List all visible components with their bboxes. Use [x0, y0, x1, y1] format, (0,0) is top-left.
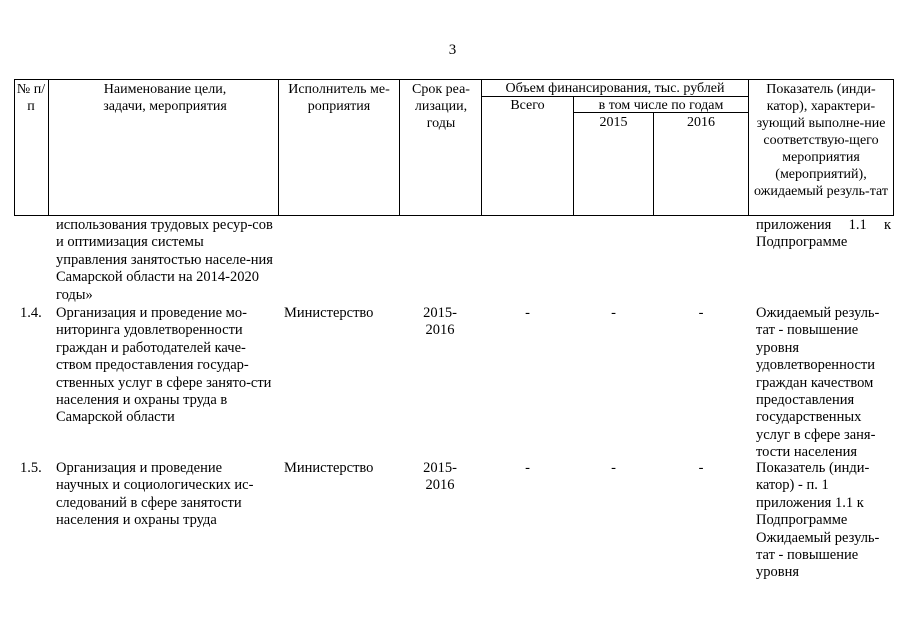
header-name: Наименование цели, задачи, мероприятия [103, 82, 227, 114]
row-executor: Министерство [284, 460, 374, 476]
header-2015: 2015 [599, 115, 628, 130]
row-number: 1.4. [20, 305, 42, 321]
header-total: Всего [510, 98, 545, 113]
row-name: Организация и проведение научных и социологических ис-следований в сфере занятости населения и охраны труда [56, 460, 254, 529]
header-indicator: Показатель (инди-катор), характери-зующий выполне-ние соответствую-щего мероприятия (мероприятий), ожидаемый резуль-тат [754, 82, 888, 199]
row-term: 2015-2016 [423, 305, 457, 339]
row-indicator: Показатель (инди-катор) - п. 1 приложения 1.1 к Подпрограмме Ожидаемый резуль-тат - повышение уровня [756, 460, 880, 581]
header-term: Срок реа-лизации, годы [412, 82, 470, 131]
header-2016: 2016 [687, 115, 715, 130]
header-num: № п/п [16, 82, 46, 114]
row-indicator: Ожидаемый резуль-тат - повышение уровня удовлетворенности граждан качеством предоставления государственных услуг в сфере заня-тости населения [756, 305, 880, 461]
header-by-years: в том числе по годам [598, 98, 724, 113]
header-funding: Объем финансирования, тыс. рублей [505, 81, 725, 96]
row-name: Организация и проведение мо-ниторинга удовлетворенности граждан и работодателей каче-ством предоставления государ-ственных услуг в сфере занято-сти населения и охраны труда в Самарской области [56, 305, 272, 426]
row-total: - [525, 460, 530, 476]
row-2016: - [698, 460, 704, 476]
continuation-indicator: приложения 1.1 к Подпрограмме [756, 217, 891, 251]
row-term: 2015-2016 [423, 460, 457, 494]
row-number: 1.5. [20, 460, 42, 476]
row-2015: - [611, 460, 616, 476]
continuation-name: использования трудовых ресур-сов и оптимизация системы управления занятостью населе-ния Самарской области на 2014-2020 годы» [56, 217, 273, 303]
row-2015: - [611, 305, 616, 321]
row-2016: - [698, 305, 704, 321]
row-executor: Министерство [284, 305, 374, 321]
row-total: - [525, 305, 530, 321]
header-executor: Исполнитель ме-роприятия [288, 82, 390, 114]
page-number: 3 [448, 42, 457, 58]
